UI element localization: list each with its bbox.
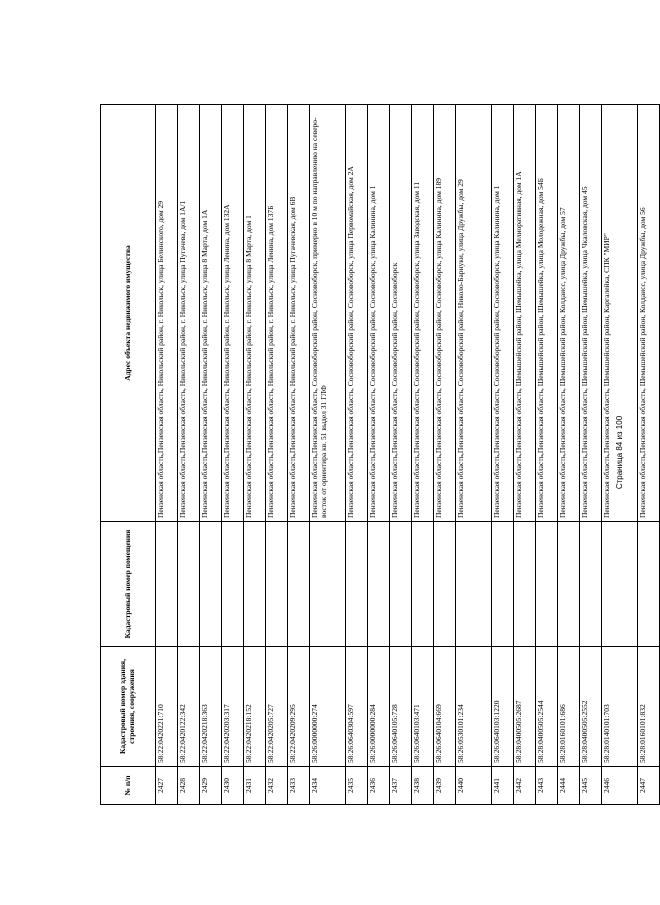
cell-address: Пензенская область,Пензенская область, Шемышейский район, Шемышейка, улица Мелиоративная, дом 1А (514, 105, 536, 522)
table-row (178, 105, 200, 805)
cell-room-cadastral (580, 522, 602, 647)
cell-building-cadastral: 58:28:0160101:832 (638, 647, 660, 767)
cell-building-cadastral: 58:26:0640304:597 (346, 647, 368, 767)
cell-address: Пензенская область,Пензенская область, Никольский район, г. Никольск, улица Пугачева, дом 1А/1 (178, 105, 200, 522)
cell-number: 2428 (178, 767, 200, 805)
cell-address: Пензенская область,Пензенская область, Никольский район, г. Никольск, улица Ленина, дом 132А (222, 105, 244, 522)
cell-room-cadastral (536, 522, 558, 647)
cell-number: 2429 (200, 767, 222, 805)
cell-building-cadastral: 58:26:0640103:1220 (492, 647, 514, 767)
table-header-row (101, 105, 156, 805)
table-row (536, 105, 558, 805)
cell-building-cadastral: 58:22:0420218:152 (244, 647, 266, 767)
cell-room-cadastral (310, 522, 346, 647)
cell-room-cadastral (412, 522, 434, 647)
cell-room-cadastral (288, 522, 310, 647)
header-number: № п/п (101, 767, 156, 805)
cell-address: Пензенская область,Пензенская область, Никольский район, г. Никольск, улица Ленина, дом 137Б (266, 105, 288, 522)
cell-number: 2433 (288, 767, 310, 805)
header-address: Адрес объекта недвижимого имущества (101, 105, 156, 522)
cell-address: Пензенская область,Пензенская область, Шемышейский район, Шемышейка, улица Чкаловская, дом 45 (580, 105, 602, 522)
cell-number: 2447 (638, 767, 660, 805)
cell-building-cadastral: 58:22:0420209:295 (288, 647, 310, 767)
cell-room-cadastral (178, 522, 200, 647)
cell-address: Пензенская область,Пензенская область, Сосновоборский район, Сосновоборск, улица Калинина, дом 1 (368, 105, 390, 522)
table-row (412, 105, 434, 805)
cell-number: 2430 (222, 767, 244, 805)
property-table (100, 104, 660, 805)
table-row (514, 105, 536, 805)
cell-building-cadastral: 58:26:0000000:284 (368, 647, 390, 767)
table-row (434, 105, 456, 805)
cell-number: 2439 (434, 767, 456, 805)
cell-number: 2432 (266, 767, 288, 805)
table-row (558, 105, 580, 805)
cell-building-cadastral: 58:22:0420221:710 (156, 647, 178, 767)
table-row (222, 105, 244, 805)
cell-building-cadastral: 58:28:0400505:2544 (536, 647, 558, 767)
cell-address: Пензенская область,Пензенская область, Шемышейский район, Каргалейка, СПК "МИР" (602, 105, 638, 522)
cell-building-cadastral: 58:26:0530101:234 (456, 647, 492, 767)
cell-building-cadastral: 58:28:0400505:2552 (580, 647, 602, 767)
table-row (288, 105, 310, 805)
table-row (638, 105, 660, 805)
table-row (200, 105, 222, 805)
cell-address: Пензенская область,Пензенская область, Сосновоборский район, Сосновоборск, улица Калинина, дом 189 (434, 105, 456, 522)
cell-building-cadastral: 58:28:0160101:686 (558, 647, 580, 767)
cell-address: Пензенская область,Пензенская область, Сосновоборский район, Сосновоборск, улица Первомайская, дом 2А (346, 105, 368, 522)
header-room-cadastral: Кадастровый номер помещения (101, 522, 156, 647)
table-row (346, 105, 368, 805)
table-row (266, 105, 288, 805)
cell-number: 2427 (156, 767, 178, 805)
cell-room-cadastral (156, 522, 178, 647)
cell-number: 2441 (492, 767, 514, 805)
cell-number: 2440 (456, 767, 492, 805)
table-row (156, 105, 178, 805)
table-row (310, 105, 346, 805)
cell-number: 2437 (390, 767, 412, 805)
table-row (368, 105, 390, 805)
cell-number: 2434 (310, 767, 346, 805)
cell-room-cadastral (434, 522, 456, 647)
cell-room-cadastral (346, 522, 368, 647)
cell-building-cadastral: 58:28:0140101:703 (602, 647, 638, 767)
cell-number: 2443 (536, 767, 558, 805)
table-row (390, 105, 412, 805)
cell-number: 2444 (558, 767, 580, 805)
cell-room-cadastral (266, 522, 288, 647)
cell-room-cadastral (514, 522, 536, 647)
cell-address: Пензенская область,Пензенская область, Никольский район, г. Никольск, улица Пугачевская, дом 6В (288, 105, 310, 522)
cell-room-cadastral (638, 522, 660, 647)
cell-number: 2438 (412, 767, 434, 805)
cell-room-cadastral (390, 522, 412, 647)
cell-address: Пензенская область,Пензенская область, Сосновоборский район, Николо-Барнуки, улица Дружбы, дом 29 (456, 105, 492, 522)
cell-address: Пензенская область,Пензенская область, Шемышейский район, Колдаисс, улица Дружбы, дом 56 (638, 105, 660, 522)
cell-address: Пензенская область,Пензенская область, Никольский район, г. Никольск, улица 8 Марта, дом 1А (200, 105, 222, 522)
cell-room-cadastral (200, 522, 222, 647)
header-building-cadastral: Кадастровый номер здания, строения, сооружения (101, 647, 156, 767)
cell-address: Пензенская область,Пензенская область, Сосновоборский район, Сосновоборск, улица Заводская, дом 11 (412, 105, 434, 522)
cell-building-cadastral: 58:22:0420205:727 (266, 647, 288, 767)
cell-room-cadastral (558, 522, 580, 647)
cell-building-cadastral: 58:22:0420203:317 (222, 647, 244, 767)
table-row (456, 105, 492, 805)
table-body (156, 105, 660, 805)
table-row (492, 105, 514, 805)
cell-room-cadastral (368, 522, 390, 647)
cell-building-cadastral: 58:26:0640105:728 (390, 647, 412, 767)
cell-address: Пензенская область,Пензенская область, Никольский район, г. Никольск, улица Белинского, дом 29 (156, 105, 178, 522)
page-number: Страница 84 из 100 (615, 415, 624, 490)
cell-building-cadastral: 58:26:0000000:274 (310, 647, 346, 767)
cell-number: 2431 (244, 767, 266, 805)
cell-number: 2442 (514, 767, 536, 805)
cell-building-cadastral: 58:26:0640104:669 (434, 647, 456, 767)
cell-address: Пензенская область,Пензенская область, Сосновоборский район, Сосновоборск, примерно в 10 м по направлению на северо-восток от ориентира кв. 51 выдел 31 ГЛФ (310, 105, 346, 522)
cell-number: 2446 (602, 767, 638, 805)
cell-number: 2436 (368, 767, 390, 805)
cell-room-cadastral (456, 522, 492, 647)
cell-building-cadastral: 58:22:0420122:342 (178, 647, 200, 767)
cell-address: Пензенская область,Пензенская область, Сосновоборский район, Сосновоборск, улица Калинина, дом 1 (492, 105, 514, 522)
cell-address: Пензенская область,Пензенская область, Никольский район, г. Никольск, улица 8 Марта, дом 1 (244, 105, 266, 522)
table-row (580, 105, 602, 805)
cell-building-cadastral: 58:26:0640103:471 (412, 647, 434, 767)
cell-building-cadastral: 58:22:0420218:363 (200, 647, 222, 767)
cell-room-cadastral (244, 522, 266, 647)
cell-number: 2435 (346, 767, 368, 805)
cell-address: Пензенская область,Пензенская область, Шемышейский район, Колдаисс, улица Дружбы, дом 57 (558, 105, 580, 522)
cell-room-cadastral (492, 522, 514, 647)
cell-number: 2445 (580, 767, 602, 805)
table-row (244, 105, 266, 805)
cell-address: Пензенская область,Пензенская область, Шемышейский район, Шемышейка, улица Молодежная, дом 54Б (536, 105, 558, 522)
cell-address: Пензенская область,Пензенская область, Сосновоборский район, Сосновоборск (390, 105, 412, 522)
cell-room-cadastral (222, 522, 244, 647)
cell-building-cadastral: 58:28:0400505:2687 (514, 647, 536, 767)
